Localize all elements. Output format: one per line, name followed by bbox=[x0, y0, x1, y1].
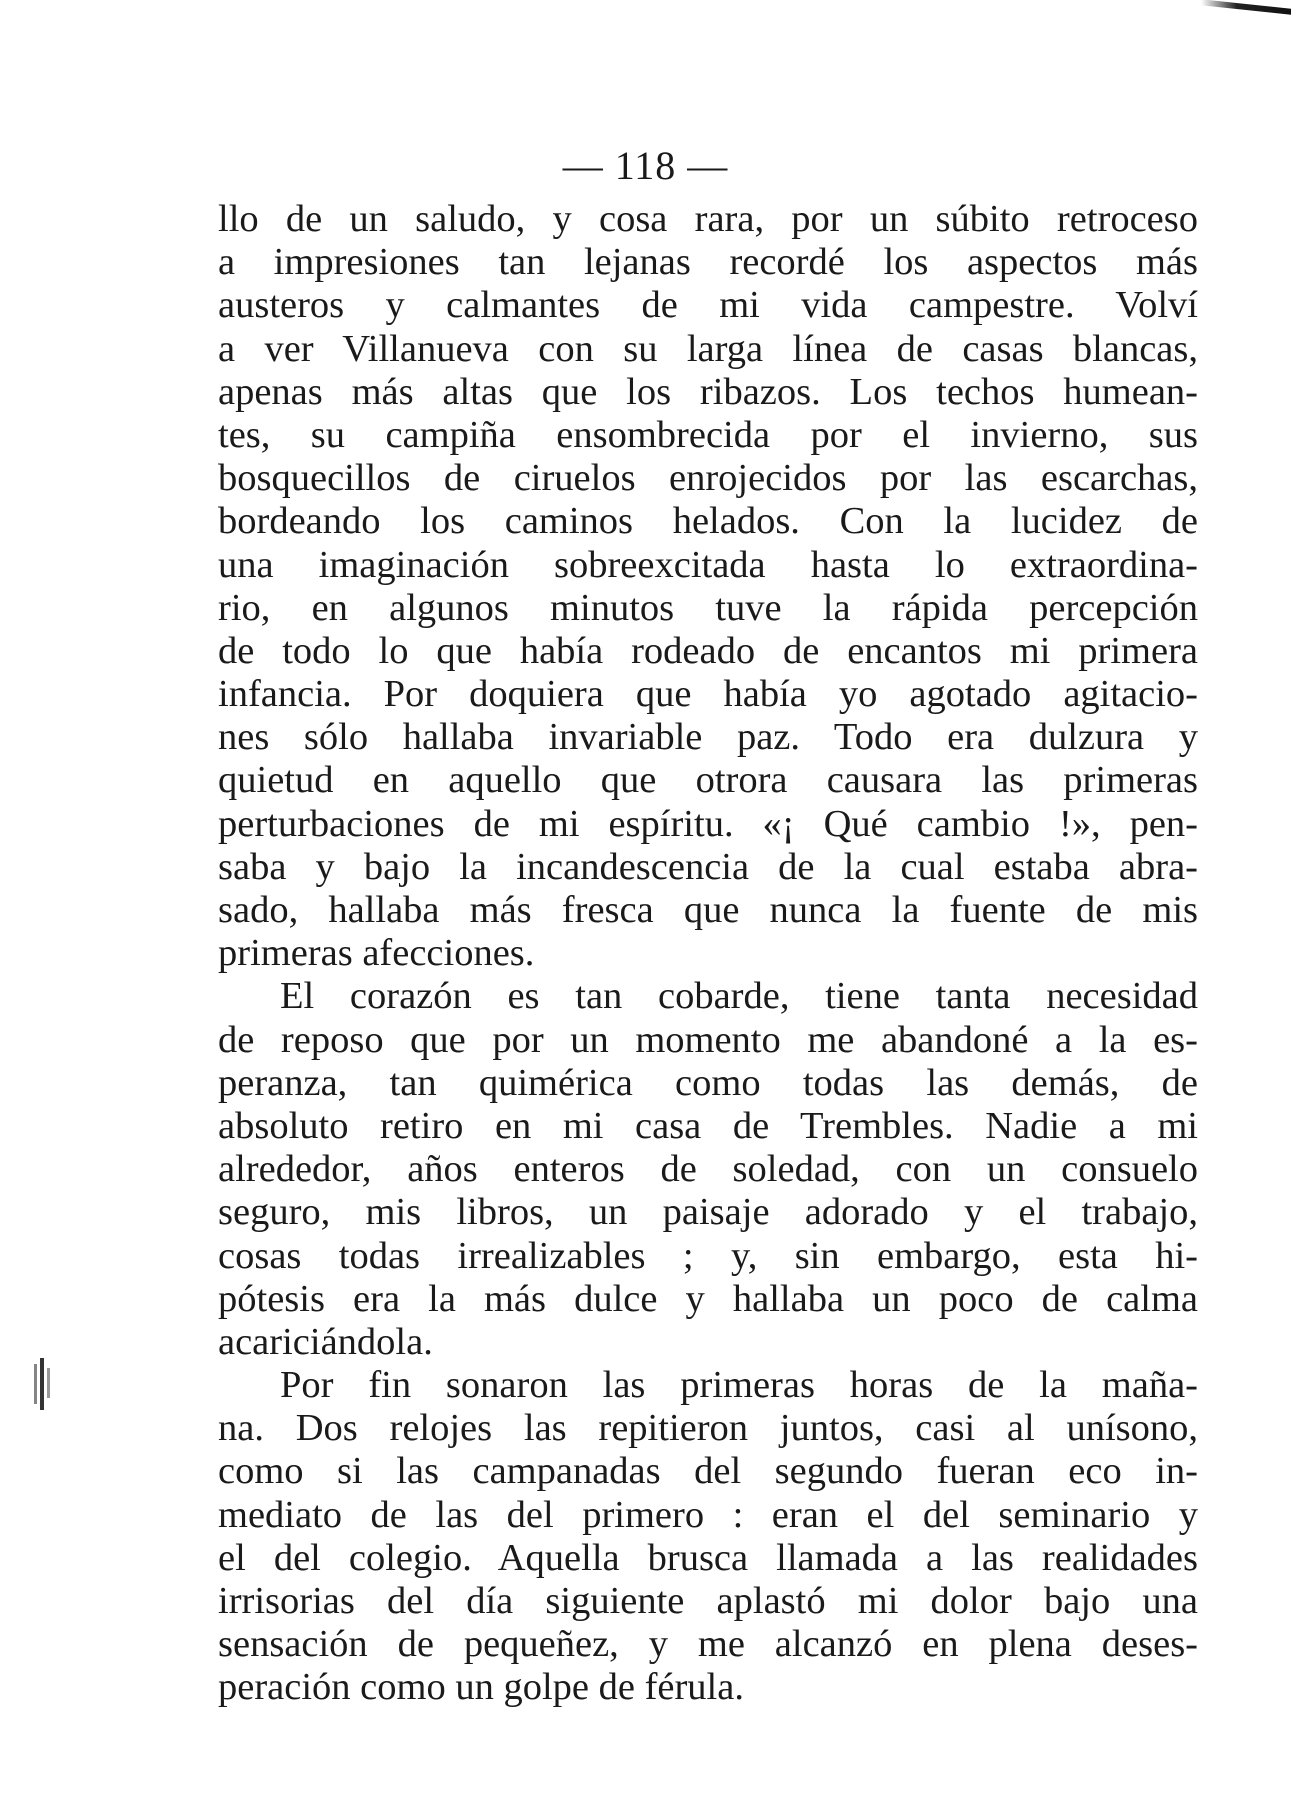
paragraph bbox=[218, 198, 1198, 975]
text-line: saba y bajo la incandescencia de la cual estaba abra- bbox=[218, 845, 1198, 888]
text-line: austeros y calmantes de mi vida campestre. Volví bbox=[218, 284, 1198, 327]
text-line: rio, en algunos minutos tuve la rápida percepción bbox=[218, 586, 1198, 629]
text-line: na. Dos relojes las repitieron juntos, casi al unísono, bbox=[218, 1407, 1198, 1450]
text-line: irrisorias del día siguiente aplastó mi dolor bajo una bbox=[218, 1580, 1198, 1622]
scan-edge-mark bbox=[1201, 0, 1291, 15]
text-line: mediato de las del primero : eran el del seminario y bbox=[218, 1493, 1198, 1536]
text-line: el del colegio. Aquella brusca llamada a las realidades bbox=[218, 1536, 1198, 1579]
text-line: bordeando los caminos helados. Con la lucidez de bbox=[218, 500, 1198, 543]
body-text bbox=[218, 198, 1198, 1710]
text-line: peranza, tan quimérica como todas las demás, de bbox=[218, 1061, 1198, 1104]
text-line: bosquecillos de ciruelos enrojecidos por las escarchas, bbox=[218, 457, 1198, 500]
text-line: pótesis era la más dulce y hallaba un poco de calma bbox=[218, 1277, 1198, 1320]
text-line: sensación de pequeñez, y me alcanzó en plena deses- bbox=[218, 1623, 1198, 1666]
text-line: quietud en aquello que otrora causara las primeras bbox=[218, 759, 1198, 802]
text-line: de todo lo que había rodeado de encantos mi primera bbox=[218, 629, 1198, 672]
text-line: primeras afecciones. bbox=[218, 932, 535, 975]
text-line: Por fin sonaron las primeras horas de la maña- bbox=[280, 1364, 1198, 1407]
text-line: una imaginación sobreexcitada hasta lo extraordina- bbox=[218, 543, 1198, 586]
text-line: seguro, mis libros, un paisaje adorado y el trabajo, bbox=[218, 1191, 1198, 1234]
text-line: El corazón es tan cobarde, tiene tanta necesidad bbox=[280, 975, 1198, 1018]
text-line: nes sólo hallaba invariable paz. Todo era dulzura y bbox=[218, 716, 1198, 759]
text-line: como si las campanadas del segundo fueran eco in- bbox=[218, 1450, 1198, 1493]
binding-marks bbox=[32, 1358, 54, 1418]
text-line: a impresiones tan lejanas recordé los aspectos más bbox=[218, 241, 1198, 284]
text-line: alrededor, años enteros de soledad, con un consuelo bbox=[218, 1148, 1198, 1191]
text-line: peración como un golpe de férula. bbox=[218, 1666, 744, 1709]
text-line: apenas más altas que los ribazos. Los techos humean- bbox=[218, 370, 1198, 413]
paragraph bbox=[218, 975, 1198, 1364]
text-line: tes, su campiña ensombrecida por el invierno, sus bbox=[218, 413, 1198, 456]
text-line: a ver Villanueva con su larga línea de casas blancas, bbox=[218, 327, 1198, 370]
text-line: acariciándola. bbox=[218, 1320, 433, 1363]
text-line: de reposo que por un momento me abandoné a la es- bbox=[218, 1018, 1198, 1061]
page-number: — 118 — bbox=[562, 143, 729, 188]
text-line: sado, hallaba más fresca que nunca la fuente de mis bbox=[218, 889, 1198, 931]
text-line: cosas todas irrealizables ; y, sin embargo, esta hi- bbox=[218, 1234, 1198, 1277]
text-line: llo de un saludo, y cosa rara, por un súbito retroceso bbox=[218, 198, 1198, 240]
paragraph bbox=[218, 1364, 1198, 1710]
text-line: absoluto retiro en mi casa de Trembles. Nadie a mi bbox=[218, 1104, 1198, 1147]
text-line: infancia. Por doquiera que había yo agotado agitacio- bbox=[218, 673, 1198, 716]
text-line: perturbaciones de mi espíritu. «¡ Qué cambio !», pen- bbox=[218, 802, 1198, 845]
